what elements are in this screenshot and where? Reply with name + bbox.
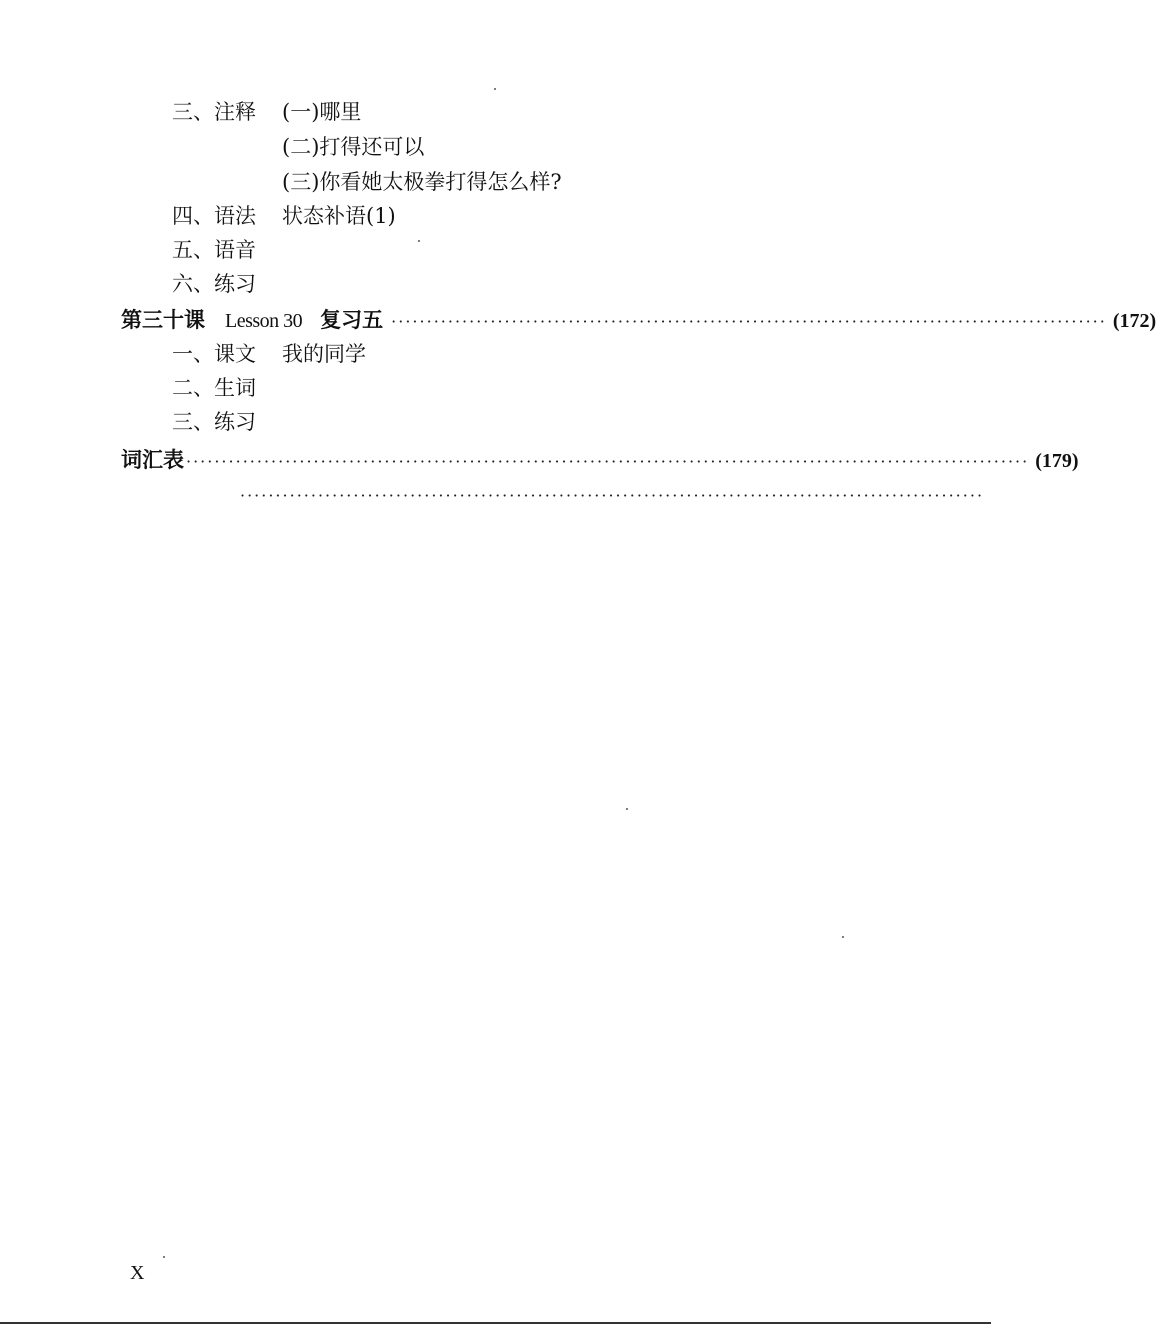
page-folio: X (130, 1262, 145, 1284)
toc-entry-lesson-30[interactable] (121, 306, 1156, 334)
section-label: 四、语法 (172, 204, 256, 228)
section-label: 三、注释 (172, 100, 256, 124)
toc-item-notes (172, 98, 361, 126)
leader-dots: ····································································································· (391, 312, 1107, 331)
page-number: (179) (1035, 450, 1079, 472)
toc-item-exercises (172, 408, 282, 436)
grammar-topic: 状态补语(1) (282, 204, 396, 228)
text-title: 我的同学 (282, 342, 366, 366)
toc-item-text (172, 340, 366, 368)
scan-edge-line (0, 1322, 991, 1324)
section-label: 一、课文 (172, 342, 256, 366)
note-item: (一)哪里 (282, 100, 362, 124)
scan-speck (163, 1256, 165, 1258)
toc-item-grammar (172, 202, 396, 230)
scan-speck (626, 808, 628, 810)
toc-item-exercises (172, 270, 282, 298)
toc-item-vocab (172, 374, 282, 402)
lesson-chinese-title: 第三十课 (121, 307, 205, 332)
page-number: (172) (1112, 310, 1156, 332)
trailing-dots: ········································································································· (240, 486, 985, 505)
leader-dots: ······················································································································· (186, 452, 1030, 471)
note-item: (二)打得还可以 (282, 135, 425, 159)
lesson-english-title: Lesson 30 (225, 310, 303, 332)
scan-speck (418, 240, 420, 242)
scan-speck (494, 88, 496, 90)
scan-speck (842, 936, 844, 938)
lesson-topic: 复习五 (320, 307, 384, 332)
section-label: 六、练习 (172, 272, 256, 296)
note-item: (三)你看她太极拳打得怎么样? (282, 170, 562, 194)
toc-entry-glossary[interactable] (121, 446, 1079, 474)
glossary-title: 词汇表 (121, 447, 184, 472)
section-label: 五、语音 (172, 238, 256, 262)
toc-item-phonetics (172, 236, 282, 264)
section-label: 三、练习 (172, 410, 256, 434)
section-label: 二、生词 (172, 376, 256, 400)
